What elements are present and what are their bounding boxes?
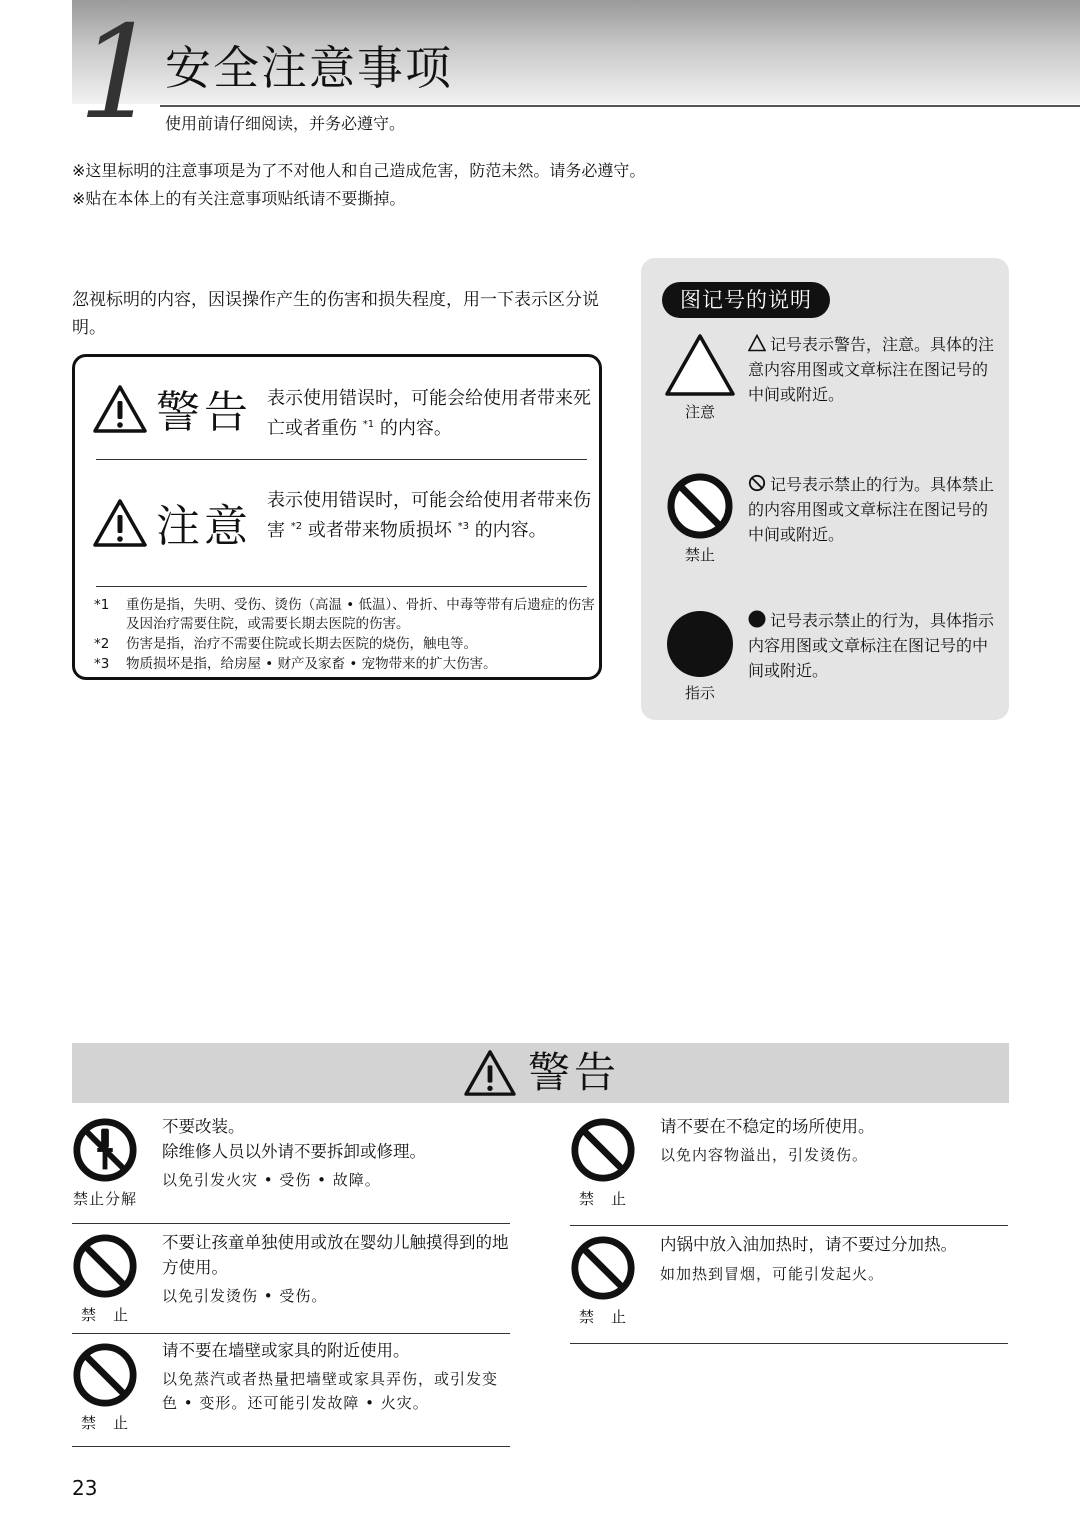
caution-level-description: 表示使用错误时，可能会给使用者带来伤害 $^{*2}$ 或者带来物质损坏 $^{*3}$ 的内容。 <box>267 490 591 541</box>
warning-level-description: 表示使用错误时，可能会给使用者带来死亡或者重伤 $^{*1}$ 的内容。 <box>267 388 591 439</box>
item-label: 禁止分解 <box>72 1190 137 1208</box>
symbol-description: 记号表示警告，注意。具体的注意内容用图或文章标注在图记号的中间或附近。 <box>748 335 995 404</box>
symbol-description: 记号表示禁止的行为，具体指示内容用图或文章标注在图记号的中间或附近。 <box>748 611 995 680</box>
item-divider <box>570 1343 1008 1344</box>
footnote-mark: *1 <box>94 597 110 613</box>
footnote-text: 物质损坏是指，给房屋 • 财产及家畜 • 宠物带来的扩大伤害。 <box>126 656 497 672</box>
footnote-mark: *3 <box>94 656 110 672</box>
item-title: 请不要在墙壁或家具的附近使用。 <box>162 1341 410 1360</box>
filled-circle-small-icon <box>748 610 766 628</box>
symbol-label: 指示 <box>684 684 715 702</box>
filled-circle-icon <box>666 610 734 678</box>
box-divider <box>96 586 587 587</box>
prohibition-small-icon <box>748 474 766 492</box>
symbol-label: 禁止 <box>684 546 715 564</box>
item-description: 以免引发烫伤 • 受伤。 <box>162 1287 328 1305</box>
item-title: 请不要在不稳定的场所使用。 <box>660 1117 875 1136</box>
page-subtitle: 使用前请仔细阅读，并务必遵守。 <box>165 114 406 133</box>
symbol-description: 记号表示禁止的行为。具体禁止的内容用图或文章标注在图记号的中间或附近。 <box>748 475 995 544</box>
box-divider <box>96 459 587 460</box>
footnote-text: 重伤是指，失明、受伤、烫伤（高温 • 低温）、骨折、中毒等带有后遗症的伤害及因治疗需要住院，或需要长期去医院的伤害。 <box>126 597 595 632</box>
warning-triangle-icon <box>92 384 148 434</box>
caution-level-word: 注意 <box>156 501 252 552</box>
prohibition-icon <box>570 1235 636 1301</box>
item-divider <box>72 1333 510 1334</box>
warning-level-word: 警告 <box>156 387 252 438</box>
footnote-mark: *2 <box>94 636 110 652</box>
warning-section-heading <box>462 1048 620 1098</box>
item-description: 以免蒸汽或者热量把墙壁或家具弄伤，或引发变色 • 变形。还可能引发故障 • 火灾。 <box>162 1370 499 1412</box>
symbol-legend-title: 图记号的说明 <box>662 282 830 318</box>
item-title: 不要让孩童单独使用或放在婴幼儿触摸得到的地方使用。 <box>162 1233 509 1277</box>
item-divider <box>570 1225 1008 1226</box>
caution-triangle-icon <box>92 498 148 548</box>
item-divider <box>72 1223 510 1224</box>
warning-section-title: 警告 <box>528 1048 621 1097</box>
intro-text: 忽视标明的内容，因误操作产生的伤害和损失程度，用一下表示区分说明。 <box>72 290 599 338</box>
item-title: 不要改装。 除维修人员以外请不要拆卸或修理。 <box>162 1117 426 1161</box>
triangle-caution-icon <box>664 333 736 397</box>
prohibition-icon <box>666 472 734 540</box>
symbol-label: 注意 <box>684 403 715 421</box>
warning-triangle-icon <box>462 1049 518 1097</box>
item-divider <box>72 1446 510 1447</box>
triangle-outline-icon <box>748 334 766 352</box>
item-description: 以免引发火灾 • 受伤 • 故障。 <box>162 1171 381 1189</box>
header-rule <box>160 105 1080 107</box>
item-label: 禁 止 <box>578 1308 627 1326</box>
prohibition-icon <box>72 1342 138 1408</box>
item-label: 禁 止 <box>578 1190 627 1208</box>
item-description: 如加热到冒烟，可能引发起火。 <box>660 1265 885 1283</box>
note-2: ※贴在本体上的有关注意事项贴纸请不要撕掉。 <box>72 189 406 208</box>
chapter-number: 1 <box>78 0 160 148</box>
item-label: 禁 止 <box>80 1306 129 1324</box>
item-label: 禁 止 <box>80 1414 129 1432</box>
page-number: 23 <box>72 1476 98 1500</box>
note-1: ※这里标明的注意事项是为了不对他人和自己造成危害，防范未然。请务必遵守。 <box>72 161 646 180</box>
item-description: 以免内容物溢出，引发烫伤。 <box>660 1146 869 1164</box>
page-title: 安全注意事项 <box>165 41 453 95</box>
prohibition-icon <box>570 1117 636 1183</box>
prohibition-icon <box>72 1233 138 1299</box>
no-disassembly-icon <box>72 1117 138 1183</box>
item-title: 内锅中放入油加热时，请不要过分加热。 <box>660 1235 957 1254</box>
footnote-text: 伤害是指，治疗不需要住院或长期去医院的烧伤，触电等。 <box>126 636 477 652</box>
